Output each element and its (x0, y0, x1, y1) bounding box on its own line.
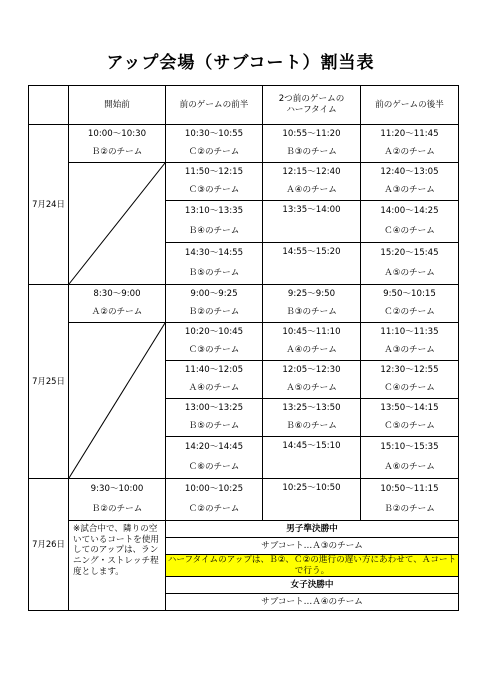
cell-text: Ａ②のチーム (91, 307, 143, 318)
cell-text: Ａ②のチーム (384, 147, 435, 158)
slot-cell (361, 479, 459, 521)
slot-cell (166, 163, 263, 201)
cell-text: Ｂ④のチーム (188, 226, 240, 237)
cell-text: Ｃ③のチーム (188, 185, 240, 196)
cell-text: Ａ⑤のチーム (286, 383, 337, 394)
slot-cell (361, 201, 459, 243)
cell-text: 13:10～13:35 (184, 205, 244, 216)
cell-text: 11:10～11:35 (380, 326, 439, 337)
cell-text: 10:20～10:45 (184, 326, 244, 337)
header-halftime: 2つ前のゲームの ハーフタイム (263, 86, 361, 125)
slot-cell (166, 125, 263, 163)
cell-text: Ｂ⑤のチーム (188, 421, 240, 432)
cell-text: 12:15～12:40 (282, 166, 341, 177)
slot-cell (166, 361, 263, 399)
table-row (29, 479, 459, 521)
cell-text: Ａ③のチーム (384, 185, 435, 196)
slot-cell (263, 399, 361, 437)
cell-text: 15:20～15:45 (380, 247, 439, 258)
cell-text: 10:25～10:50 (282, 483, 341, 493)
table-row (29, 163, 459, 201)
slot-cell (166, 437, 263, 479)
slot-cell (166, 323, 263, 361)
semifinal-info: サブコート…Ａ③のチーム (166, 538, 459, 555)
cell-text: Ａ⑤のチーム (384, 268, 435, 279)
cell-text: 12:05～12:30 (282, 364, 341, 375)
slot-cell (69, 479, 166, 521)
cell-text: 13:00～13:25 (184, 402, 244, 413)
cell-text: Ｂ⑥のチーム (286, 421, 337, 432)
cell-text: Ｂ③のチーム (286, 307, 337, 318)
slot-cell (263, 285, 361, 323)
date-cell: 7月24日 (29, 125, 69, 285)
cell-text: 14:20～14:45 (184, 441, 244, 452)
slot-cell (263, 201, 361, 243)
diagonal-line (69, 323, 165, 478)
cell-text: 13:35～14:00 (282, 205, 341, 215)
slot-cell (263, 163, 361, 201)
slot-cell (166, 399, 263, 437)
date-cell: 7月26日 (29, 479, 69, 611)
cell-text: Ｃ②のチーム (188, 504, 240, 515)
slot-cell (69, 285, 166, 323)
slot-cell (263, 125, 361, 163)
slot-cell (361, 399, 459, 437)
date-cell: 7月25日 (29, 285, 69, 479)
cell-text: 10:00～10:25 (184, 483, 244, 494)
cell-text: Ｃ②のチーム (188, 147, 240, 158)
slot-cell (263, 323, 361, 361)
slot-cell (361, 361, 459, 399)
cell-text: 10:30～10:55 (184, 128, 244, 139)
empty-diagonal-cell (69, 163, 166, 285)
cell-text: 14:30～14:55 (184, 247, 244, 258)
cell-text: 12:30～12:55 (380, 364, 439, 375)
cell-text: Ｃ④のチーム (384, 383, 435, 394)
slot-cell (166, 479, 263, 521)
slot-cell (361, 323, 459, 361)
cell-text: Ｃ④のチーム (384, 226, 435, 237)
cell-text: 14:45～15:10 (282, 441, 341, 451)
cell-text: Ｃ③のチーム (188, 345, 240, 356)
halftime-note-highlight: ハーフタイムのアップは、Ｂ②、Ｃ②の進行の遅い方にあわせて、Ａコートで行う。 (166, 555, 459, 577)
slot-cell (263, 361, 361, 399)
cell-text: 10:55～11:20 (282, 128, 341, 139)
semifinal-title: 男子準決勝中 (166, 521, 459, 538)
cell-text: 9:00～9:25 (190, 288, 238, 299)
cell-text: Ａ④のチーム (286, 345, 337, 356)
table-row (29, 125, 459, 163)
cell-text: 10:50～11:15 (380, 483, 439, 494)
cell-text: Ｃ⑥のチーム (188, 462, 240, 473)
cell-text: Ｂ⑤のチーム (188, 268, 240, 279)
cell-text: Ａ③のチーム (384, 345, 435, 356)
slot-cell (166, 201, 263, 243)
slot-cell (361, 437, 459, 479)
slot-cell (166, 285, 263, 323)
cell-text: 11:20～11:45 (380, 128, 439, 139)
cell-text: 11:50～12:15 (184, 166, 244, 177)
cell-text: Ｂ②のチーム (188, 307, 240, 318)
cell-text: 9:50～10:15 (383, 288, 436, 299)
slot-cell (361, 285, 459, 323)
cell-text: 14:00～14:25 (380, 205, 439, 216)
cell-text: 13:50～14:15 (380, 402, 439, 413)
header-row (29, 86, 459, 125)
cell-text: Ｃ②のチーム (384, 307, 435, 318)
cell-text: 9:25～9:50 (287, 288, 336, 299)
header-second-half: 前のゲームの後半 (361, 86, 459, 125)
slot-cell (69, 125, 166, 163)
usage-note: ※試合中で、隣りの空いているコートを使用してのアップは、ランニング・ストレッチ程度とします。 (69, 521, 166, 611)
cell-text: 13:25～13:50 (282, 402, 341, 413)
slot-cell (263, 437, 361, 479)
cell-text: Ｂ③のチーム (286, 147, 337, 158)
cell-text: Ｂ②のチーム (91, 147, 143, 158)
slot-cell (166, 243, 263, 285)
cell-text: 10:45～11:10 (282, 326, 341, 337)
cell-text: 14:55～15:20 (282, 247, 341, 257)
header-first-half: 前のゲームの前半 (166, 86, 263, 125)
slot-cell (361, 243, 459, 285)
allocation-table (28, 85, 459, 611)
cell-text: 10:00～10:30 (87, 128, 147, 139)
slot-cell (263, 243, 361, 285)
cell-text: 11:40～12:05 (184, 364, 244, 375)
corner-cell (29, 86, 69, 125)
cell-text: 8:30～9:00 (93, 288, 141, 299)
page-title: アップ会場（サブコート）割当表 (106, 53, 375, 73)
final-info: サブコート…Ａ④のチーム (166, 594, 459, 611)
final-title: 女子決勝中 (166, 577, 459, 594)
slot-cell (361, 125, 459, 163)
empty-diagonal-cell (69, 323, 166, 479)
slot-cell (263, 479, 361, 521)
slot-cell (361, 163, 459, 201)
cell-text: Ｂ②のチーム (384, 504, 435, 515)
cell-text: Ｃ⑤のチーム (384, 421, 435, 432)
cell-text: Ａ④のチーム (188, 383, 240, 394)
cell-text: 12:40～13:05 (380, 166, 439, 177)
cell-text: 15:10～15:35 (380, 441, 439, 452)
cell-text: Ａ⑥のチーム (384, 462, 435, 473)
cell-text: 9:30～10:00 (90, 483, 144, 494)
cell-text: Ｂ②のチーム (91, 504, 143, 515)
table-row (29, 323, 459, 361)
cell-text: Ａ④のチーム (286, 185, 337, 196)
diagonal-line (69, 163, 165, 284)
header-start: 開始前 (69, 86, 166, 125)
table-row (29, 285, 459, 323)
